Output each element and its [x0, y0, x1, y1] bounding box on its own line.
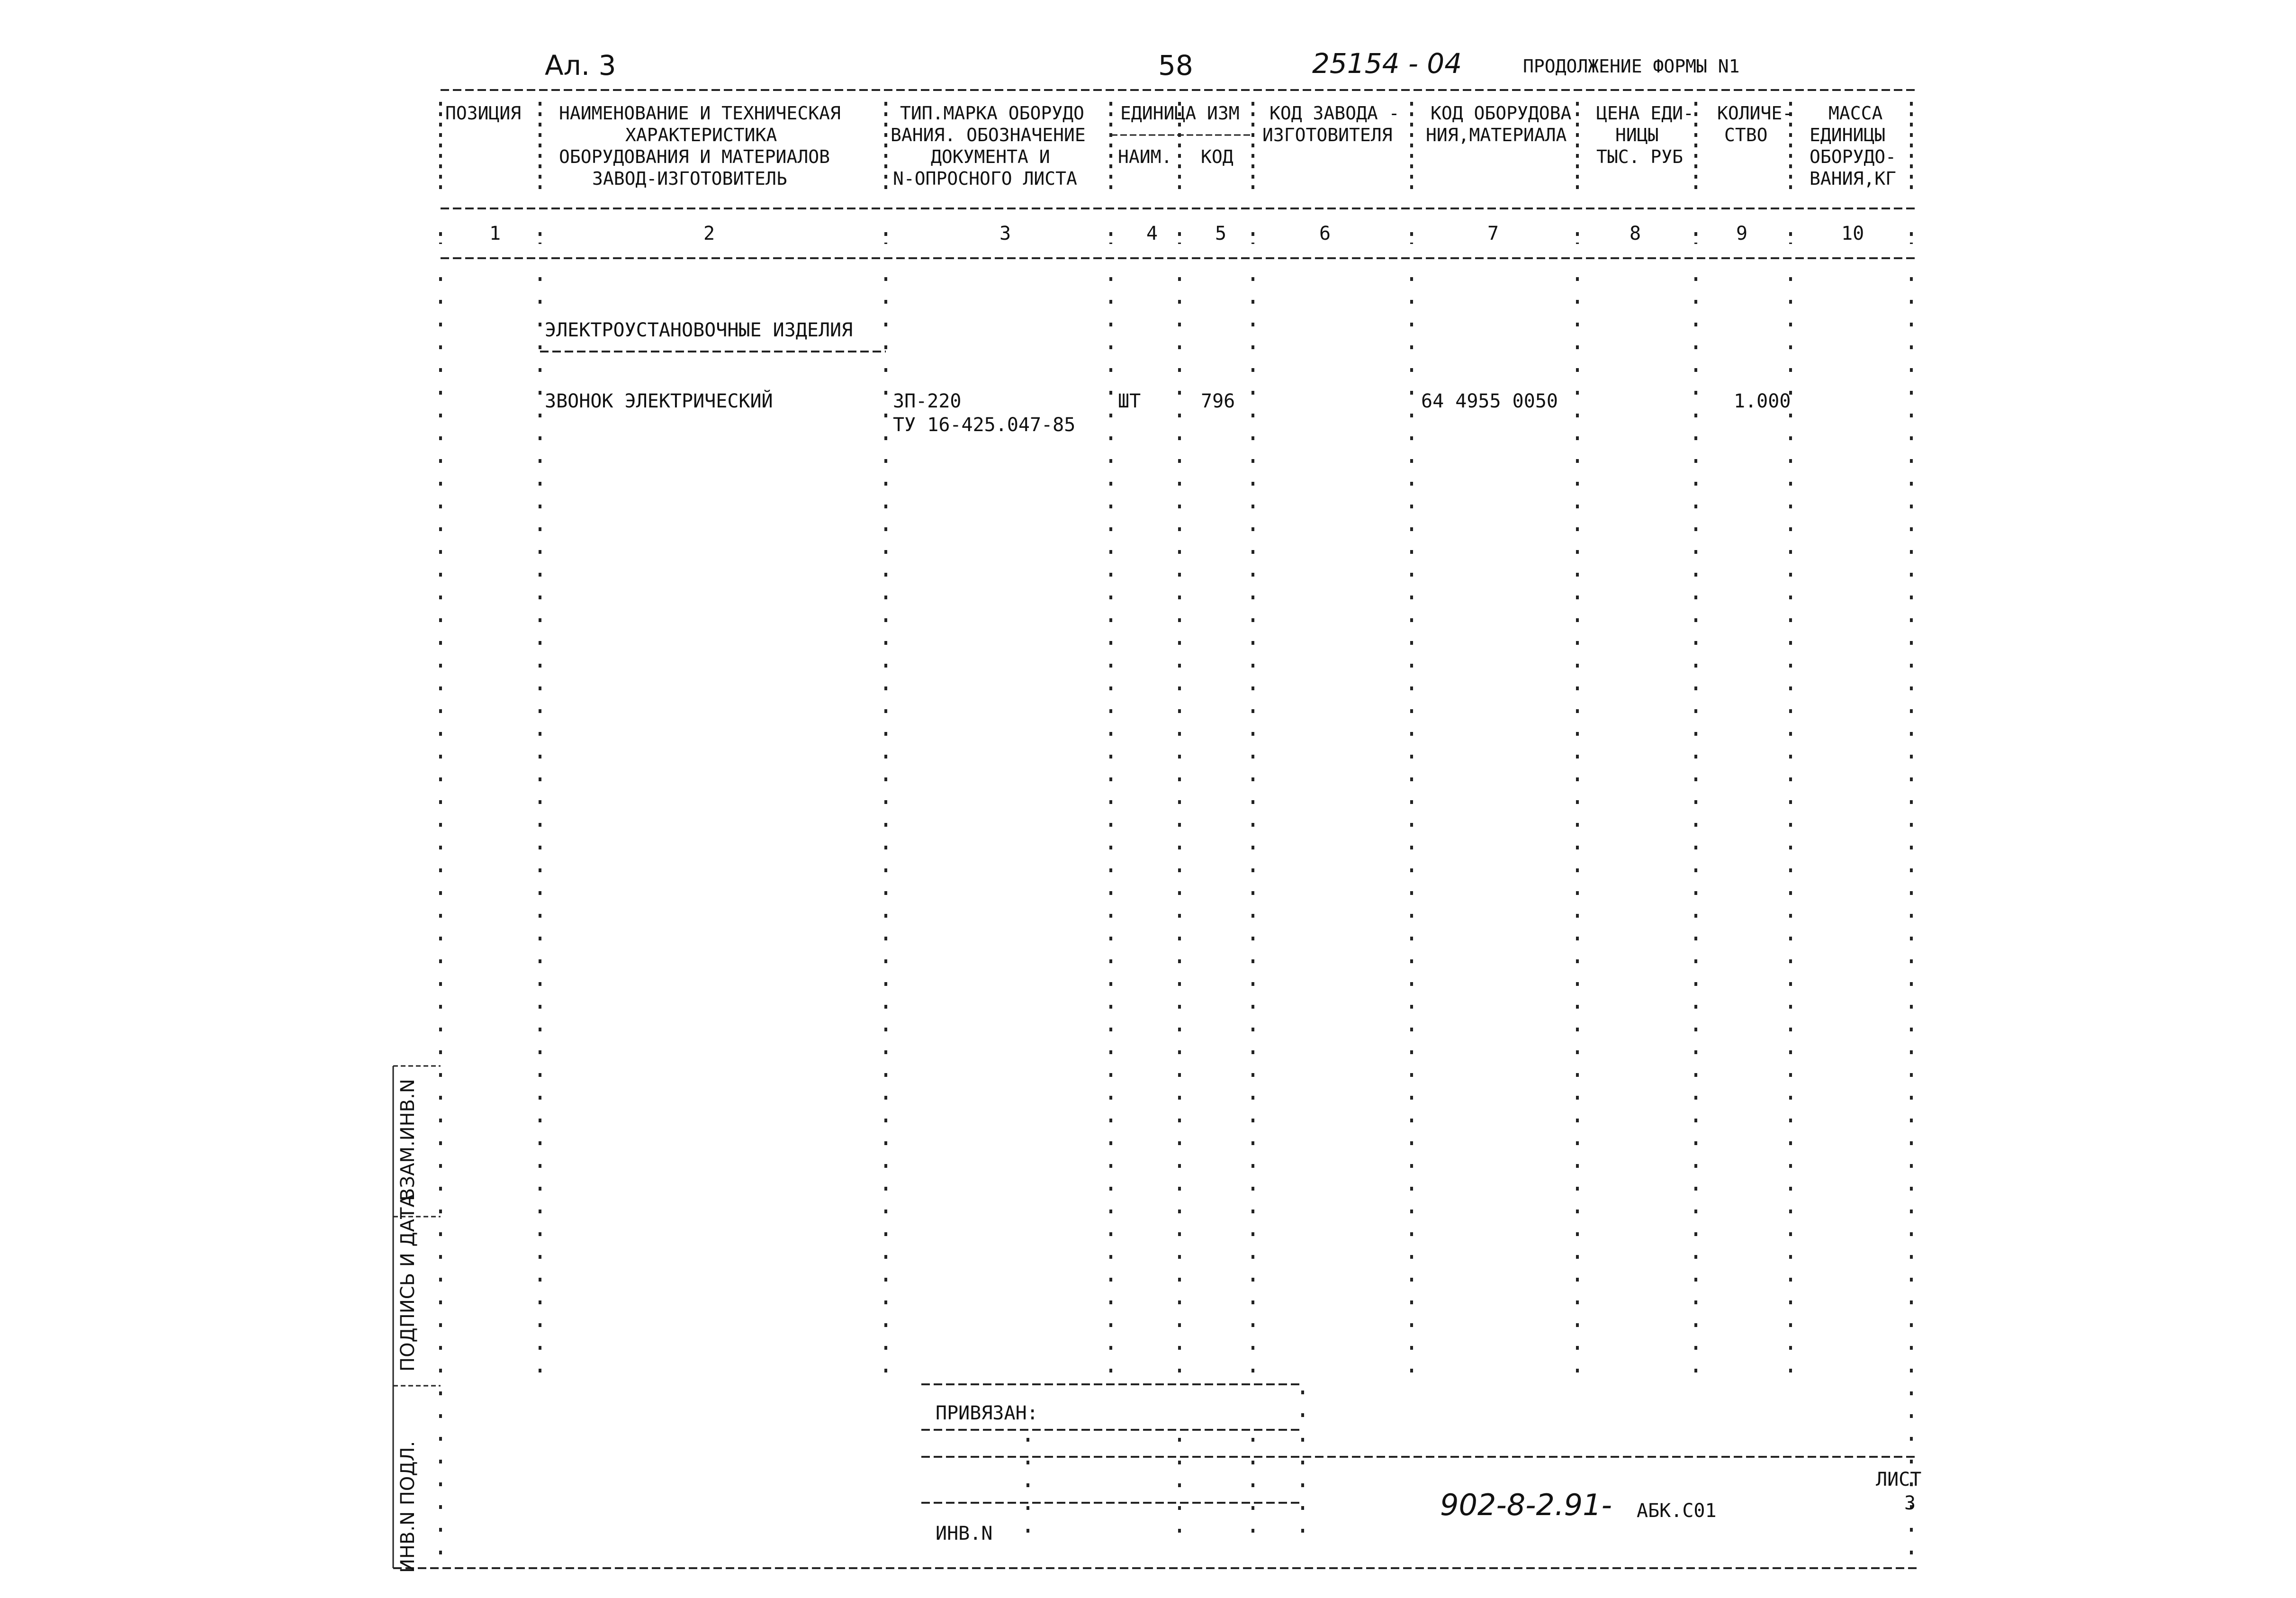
- row-item-unit-code: 796: [1201, 390, 1235, 412]
- header-price-1: ЦЕНА ЕДИ-: [1596, 103, 1694, 124]
- column-number-3: 3: [999, 223, 1011, 244]
- sheet-number: 3: [1904, 1492, 1916, 1514]
- column-number-10: 10: [1841, 223, 1864, 244]
- side-stamp-replacement-inv: ВЗАМ.ИНВ.N: [397, 1079, 419, 1201]
- header-price-3: ТЫС. РУБ: [1596, 146, 1684, 167]
- column-number-6: 6: [1319, 223, 1331, 244]
- header-type-4: N-ОПРОСНОГО ЛИСТА: [893, 168, 1077, 189]
- header-unit: ЕДИНИЦА ИЗМ: [1120, 103, 1240, 124]
- side-stamp-inv-original: ИНВ.N ПОДЛ.: [397, 1441, 419, 1573]
- document-code-handwritten: 902-8-2.91-: [1440, 1488, 1612, 1522]
- header-name-4: ЗАВОД-ИЗГОТОВИТЕЛЬ: [592, 168, 787, 189]
- header-qty-2: СТВО: [1724, 125, 1768, 145]
- header-mass-3: ОБОРУДО-: [1810, 146, 1897, 167]
- header-plant-code-1: КОД ЗАВОДА -: [1270, 103, 1400, 124]
- header-unit-name: НАИМ.: [1118, 146, 1172, 167]
- row-item-material-code: 64 4955 0050: [1421, 390, 1558, 412]
- row-item-name: ЗВОНОК ЭЛЕКТРИЧЕСКИЙ: [545, 390, 773, 412]
- column-number-8: 8: [1630, 223, 1641, 244]
- header-name-1: НАИМЕНОВАНИЕ И ТЕХНИЧЕСКАЯ: [559, 103, 841, 124]
- row-item-type-doc: ТУ 16-425.047-85: [893, 414, 1076, 436]
- row-item-type: ЗП-220: [893, 390, 962, 412]
- header-qty-1: КОЛИЧЕ-: [1717, 103, 1793, 124]
- header-plant-code-2: ИЗГОТОВИТЕЛЯ: [1262, 125, 1393, 145]
- sheet-label: ЛИСТ: [1876, 1469, 1922, 1490]
- header-unit-code: КОД: [1201, 146, 1234, 167]
- continuation-label: ПРОДОЛЖЕНИЕ ФОРМЫ N1: [1523, 56, 1740, 77]
- side-stamp-signature-date: ПОДПИСЬ И ДАТА: [397, 1194, 419, 1372]
- column-number-9: 9: [1736, 223, 1748, 244]
- header-type-1: ТИП.МАРКА ОБОРУДО: [900, 103, 1084, 124]
- header-equip-code-1: КОД ОБОРУДОВА: [1431, 103, 1572, 124]
- header-position: ПОЗИЦИЯ: [445, 103, 522, 124]
- header-type-2: ВАНИЯ. ОБОЗНАЧЕНИЕ: [891, 125, 1086, 145]
- header-type-3: ДОКУМЕНТА И: [931, 146, 1050, 167]
- header-mass-4: ВАНИЯ,КГ: [1810, 168, 1897, 189]
- header-name-3: ОБОРУДОВАНИЯ И МАТЕРИАЛОВ: [559, 146, 830, 167]
- page-number: 58: [1158, 49, 1193, 81]
- column-number-2: 2: [703, 223, 715, 244]
- column-number-1: 1: [489, 223, 501, 244]
- header-mass-2: ЕДИНИЦЫ: [1810, 125, 1886, 145]
- header-mass-1: МАССА: [1828, 103, 1883, 124]
- sheet-mark: Ал. 3: [545, 49, 616, 81]
- column-number-5: 5: [1215, 223, 1227, 244]
- inv-number-label: ИНВ.N: [936, 1523, 993, 1544]
- header-price-2: НИЦЫ: [1615, 125, 1659, 145]
- row-item-unit: ШТ: [1118, 390, 1141, 412]
- attached-label: ПРИВЯЗАН:: [936, 1402, 1038, 1424]
- header-equip-code-2: НИЯ,МАТЕРИАЛА: [1426, 125, 1567, 145]
- row-item-quantity: 1.000: [1734, 390, 1791, 412]
- document-code-typed: АБК.С01: [1637, 1500, 1717, 1522]
- header-name-2: ХАРАКТЕРИСТИКА: [625, 125, 777, 145]
- section-title: ЭЛЕКТРОУСТАНОВОЧНЫЕ ИЗДЕЛИЯ: [545, 319, 853, 341]
- column-number-4: 4: [1146, 223, 1158, 244]
- column-number-7: 7: [1487, 223, 1499, 244]
- handwritten-code: 25154 - 04: [1312, 47, 1462, 80]
